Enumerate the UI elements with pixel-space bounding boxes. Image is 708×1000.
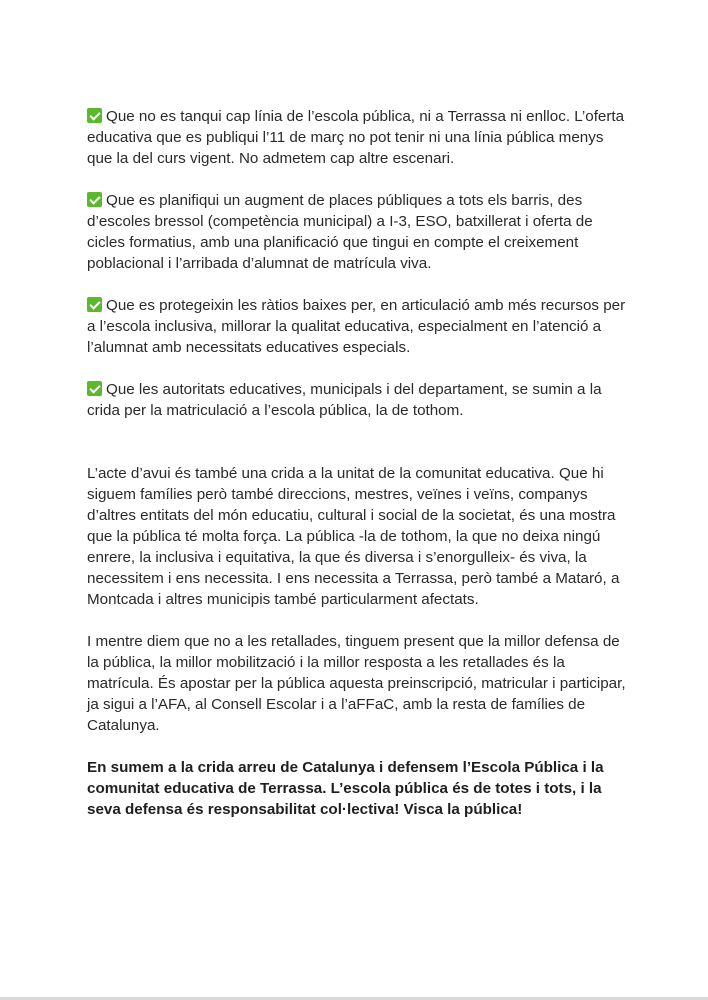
body-paragraph: L’acte d’avui és també una crida a la unitat de la comunitat educativa. Que hi siguem famílies però també direccions, mestres, veïnes i veïns, companys d’altres entitats del món educatiu, cultural i social de la societat, és una mostra que la pública té molta força. La pública -la de tothom, la que no deixa ningú enrere, la inclusiva i equitativa, la que és diversa i s’enorgulleix- és viva, la necessitem i ens necessita. I ens necessita a Terrassa, però també a Mataró, a Montcada i altres municipis també particularment afectats. [87, 465, 620, 608]
check-mark-icon [87, 192, 102, 207]
body-paragraph: I mentre diem que no a les retallades, tinguem present que la millor defensa de la pública, la millor mobilització i la millor resposta a les retallades és la matrícula. És apostar per la pública aquesta preinscripció, matricular i participar, ja sigui a l’AFA, al Consell Escolar i a l’aFFaC, amb la resta de famílies de Catalunya. [87, 633, 626, 734]
checklist-item [87, 379, 627, 421]
checklist-item-text: Que les autoritats educatives, municipals i del departament, se sumin a la crida per la matriculació a l’escola pública, la de tothom. [87, 381, 602, 419]
checklist-item-text: Que es planifiqui un augment de places públiques a tots els barris, des d’escoles bressol (competència municipal) a I-3, ESO, batxillerat i oferta de cicles formatius, amb una planificació que tingui en compte el creixement poblacional i l’arribada d’alumnat de matrícula viva. [87, 192, 593, 272]
closing-statement: En sumem a la crida arreu de Catalunya i defensem l’Escola Pública i la comunitat educativa de Terrassa. L’escola pública és de totes i tots, i la seva defensa és responsabilitat col·lectiva! Visca la pública! [87, 759, 604, 818]
checklist-item [87, 295, 627, 358]
checklist-item [87, 190, 627, 274]
checklist-item-text: Que no es tanqui cap línia de l’escola pública, ni a Terrassa ni enlloc. L’oferta educativa que es publiqui l’11 de març no pot tenir ni una línia pública menys que la del curs vigent. No admetem cap altre escenari. [87, 108, 625, 167]
checklist-item [87, 106, 627, 169]
check-mark-icon [87, 108, 102, 123]
document-body [87, 106, 627, 820]
checklist-item-text: Que es protegeixin les ràtios baixes per, en articulació amb més recursos per a l’escola inclusiva, millorar la qualitat educativa, especialment en l’atenció a l’alumnat amb necessitats educatives especials. [87, 297, 626, 356]
check-mark-icon [87, 297, 102, 312]
check-mark-icon [87, 381, 102, 396]
